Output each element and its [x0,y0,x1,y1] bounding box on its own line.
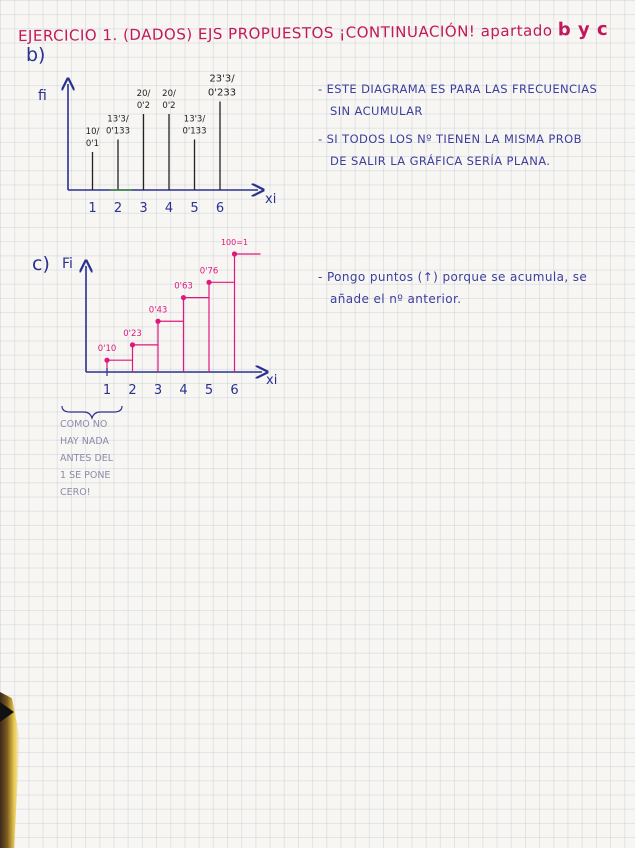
step-point-c-5 [206,280,211,285]
tick-label-c-1: 1 [102,383,112,398]
section-c-label: c) [32,253,50,275]
bar-label-top-b-1: 10/ [85,127,100,137]
tick-label-b-1: 1 [88,201,97,216]
step-label-c-6: 100=1 [220,238,249,247]
note-b-1: - ESTE DIAGRAMA ES PARA LAS FRECUENCIAS [318,82,598,96]
title-main: EJERCICIO 1. (DADOS) EJS PROPUESTOS ¡CONTINUACIÓN! apartado [17,21,553,46]
tick-label-b-2: 2 [113,201,123,216]
note-c-2: añade el nº anterior. [330,292,462,306]
side-note-line-1: COMO NO [60,419,108,430]
note-b-2: SIN ACUMULAR [330,104,423,118]
x-axis-label-c: xi [266,373,278,388]
bar-label-top-b-5: 13'3/ [183,114,206,125]
step-label-c-1: 0'10 [97,344,117,355]
step-label-c-4: 0'63 [174,281,193,292]
side-note-line-3: ANTES DEL [60,453,114,464]
tick-label-b-4: 4 [164,201,174,216]
tick-label-c-5: 5 [204,383,214,398]
tick-label-b-3: 3 [139,201,148,216]
bar-label-bottom-b-3: 0'2 [136,101,151,111]
bar-label-bottom-b-5: 0'133 [182,126,207,137]
tick-label-c-3: 3 [153,383,163,398]
step-point-c-2 [130,342,135,347]
step-point-c-1 [104,358,109,363]
bar-label-bottom-b-6: 0'233 [207,87,237,99]
step-point-c-3 [155,319,160,324]
tick-label-c-4: 4 [179,383,188,398]
bar-label-top-b-4: 20/ [162,89,176,99]
title-letters: b y c [557,18,609,41]
tick-label-b-6: 6 [215,201,225,216]
y-axis-label-b: fi [38,88,47,104]
bar-label-top-b-3: 20/ [136,89,151,99]
step-point-c-4 [181,295,186,300]
notes-c [318,266,587,310]
step-point-c-6 [232,251,237,256]
step-label-c-3: 0'43 [148,305,168,316]
note-b-3: - SI TODOS LOS Nº TIENEN LA MISMA PROB [318,132,582,146]
step-label-c-5: 0'76 [199,266,219,277]
notes-b [318,78,597,172]
note-c-1: - Pongo puntos (↑) porque se acumula, se [318,270,588,284]
side-note-line-2: HAY NADA [60,436,109,447]
tick-label-b-5: 5 [190,201,199,216]
bar-label-top-b-6: 23'3/ [209,73,235,85]
note-b-4: DE SALIR LA GRÁFICA SERÍA PLANA. [330,154,551,168]
bar-label-bottom-b-2: 0'133 [106,126,130,137]
tick-label-c-2: 2 [128,383,137,398]
x-axis-label-b: xi [265,192,277,207]
binder-triangle-icon [0,702,14,722]
step-label-c-2: 0'23 [123,328,142,339]
section-b-label: b) [26,44,46,66]
side-note-line-4: 1 SE PONE [60,470,111,481]
bar-label-bottom-b-4: 0'2 [162,101,176,111]
side-note [60,416,113,501]
bar-label-bottom-b-1: 0'1 [85,139,100,149]
tick-label-c-6: 6 [230,383,239,398]
y-axis-label-c: Fi [62,256,73,272]
bar-label-top-b-2: 13'3/ [107,114,129,125]
side-note-line-5: CERO! [60,487,91,498]
